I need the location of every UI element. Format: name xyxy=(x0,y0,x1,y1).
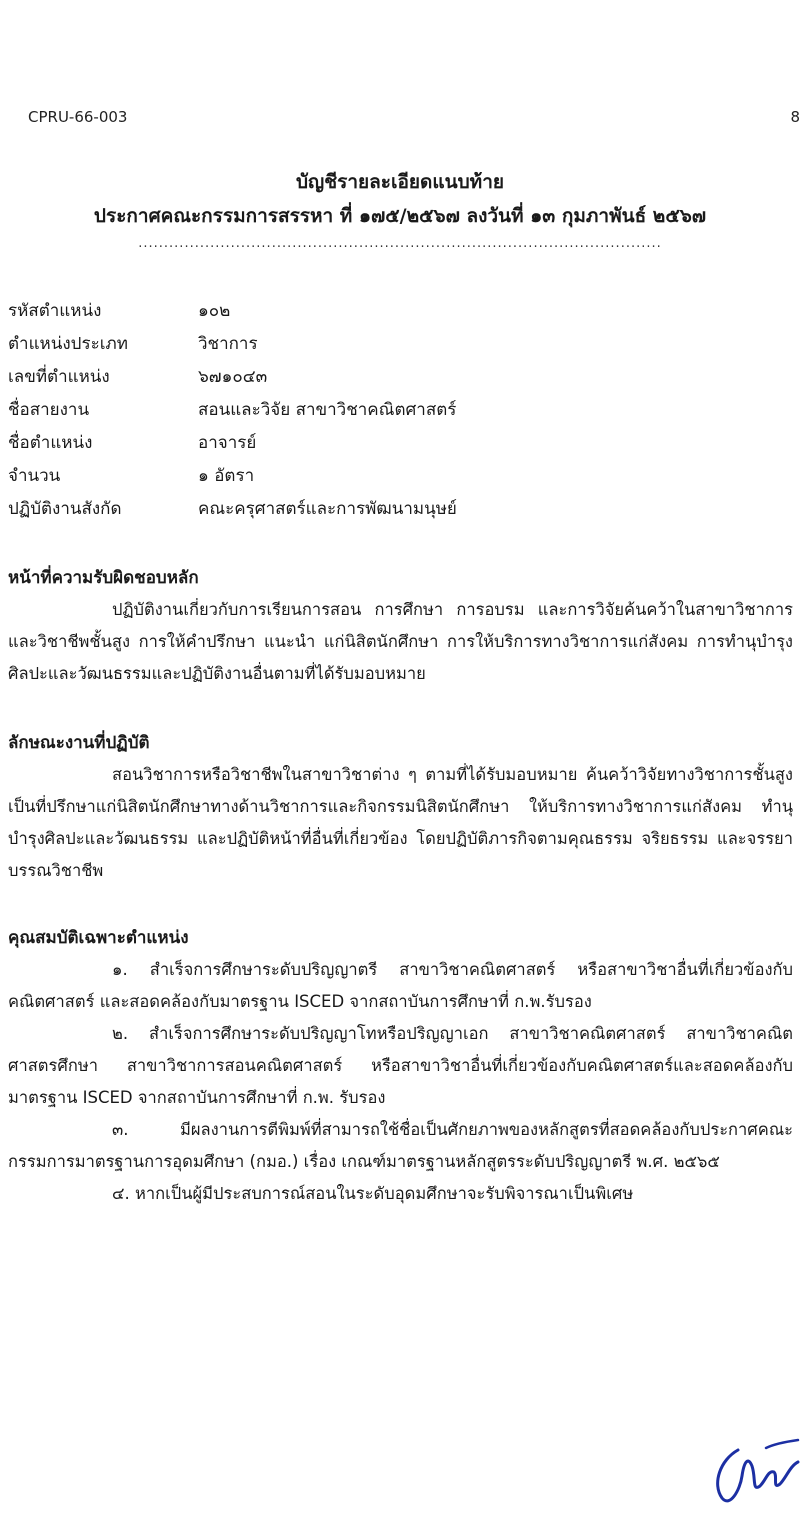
page-number: 8 xyxy=(790,108,800,126)
document-code: CPRU-66-003 xyxy=(28,108,128,126)
info-label: ปฏิบัติงานสังกัด xyxy=(8,499,122,519)
work-nature-section xyxy=(8,727,793,887)
announcement-reference: ประกาศคณะกรรมการสรรหา ที่ ๑๗๕/๒๕๖๗ ลงวันที่ ๑๓ กุมภาพันธ์ ๒๕๖๗ xyxy=(93,205,707,227)
responsibilities-text: ปฏิบัติงานเกี่ยวกับการเรียนการสอน การศึกษา การอบรม และการวิจัยค้นคว้าในสาขาวิชาการและวิชาชีพชั้นสูง การให้คำปรึกษา แนะนำ แก่นิสิตนักศึกษา การให้บริการทางวิชาการแก่สังคม การทำนุบำรุงศิลปะและวัฒนธรรมและปฏิบัติงานอื่นตามที่ได้รับมอบหมาย xyxy=(8,600,793,683)
info-value: คณะครุศาสตร์และการพัฒนามนุษย์ xyxy=(198,499,457,519)
page-title: บัญชีรายละเอียดแนบท้าย xyxy=(296,171,504,193)
info-label: ชื่อตำแหน่ง xyxy=(8,433,93,453)
info-value: สอนและวิจัย สาขาวิชาคณิตศาสตร์ xyxy=(198,400,457,420)
dotted-divider: ...................................................................................................... xyxy=(138,236,662,251)
info-label: ชื่อสายงาน xyxy=(8,400,90,420)
info-label: จำนวน xyxy=(8,466,61,486)
info-value: ๑๐๒ xyxy=(198,301,231,321)
qualifications-section xyxy=(8,922,793,1210)
info-value: ๖๗๑๐๔๓ xyxy=(198,367,268,387)
info-label: เลขที่ตำแหน่ง xyxy=(8,367,110,387)
handwritten-signature xyxy=(708,1432,800,1512)
work-nature-text: สอนวิชาการหรือวิชาชีพในสาขาวิชาต่าง ๆ ตามที่ได้รับมอบหมาย ค้นคว้าวิจัยทางวิชาการชั้นสูง เป็นที่ปรึกษาแก่นิสิตนักศึกษาทางด้านวิชาการและกิจกรรมนิสิตนักศึกษา ให้บริการทางวิชาการแก่สังคม ทำนุบำรุงศิลปะและวัฒนธรรม และปฏิบัติหน้าที่อื่นที่เกี่ยวข้อง โดยปฏิบัติภารกิจตามคุณธรรม จริยธรรม และจรรยาบรรณวิชาชีพ xyxy=(8,765,793,880)
info-value: วิชาการ xyxy=(198,334,258,354)
qualification-item: ๑. สำเร็จการศึกษาระดับปริญญาตรี สาขาวิชาคณิตศาสตร์ หรือสาขาวิชาอื่นที่เกี่ยวข้องกับคณิตศาสตร์ และสอดคล้องกับมาตรฐาน ISCED จากสถาบันการศึกษาที่ ก.พ.รับรอง xyxy=(8,960,793,1011)
info-label: รหัสตำแหน่ง xyxy=(8,301,102,321)
info-value: อาจารย์ xyxy=(198,433,257,453)
qualification-item: ๔. หากเป็นผู้มีประสบการณ์สอนในระดับอุดมศึกษาจะรับพิจารณาเป็นพิเศษ xyxy=(112,1184,634,1203)
section-heading: ลักษณะงานที่ปฏิบัติ xyxy=(8,733,150,753)
qualification-item: ๓. มีผลงานการตีพิมพ์ที่สามารถใช้ชื่อเป็นศักยภาพของหลักสูตรที่สอดคล้องกับประกาศคณะกรรมการมาตรฐานการอุดมศึกษา (กมอ.) เรื่อง เกณฑ์มาตรฐานหลักสูตรระดับปริญญาตรี พ.ศ. ๒๕๖๕ xyxy=(8,1120,793,1171)
section-heading: หน้าที่ความรับผิดชอบหลัก xyxy=(8,568,199,588)
info-label: ตำแหน่งประเภท xyxy=(8,334,128,354)
qualification-item: ๒. สำเร็จการศึกษาระดับปริญญาโทหรือปริญญาเอก สาขาวิชาคณิตศาสตร์ สาขาวิชาคณิตศาสตรศึกษา สาขาวิชาการสอนคณิตศาสตร์ หรือสาขาวิชาอื่นที่เกี่ยวข้องกับคณิตศาสตร์และสอดคล้องกับมาตรฐาน ISCED จากสถาบันการศึกษาที่ ก.พ. รับรอง xyxy=(8,1024,793,1107)
info-value: ๑ อัตรา xyxy=(198,466,255,486)
section-heading: คุณสมบัติเฉพาะตำแหน่ง xyxy=(8,928,189,948)
responsibilities-section xyxy=(8,562,793,690)
